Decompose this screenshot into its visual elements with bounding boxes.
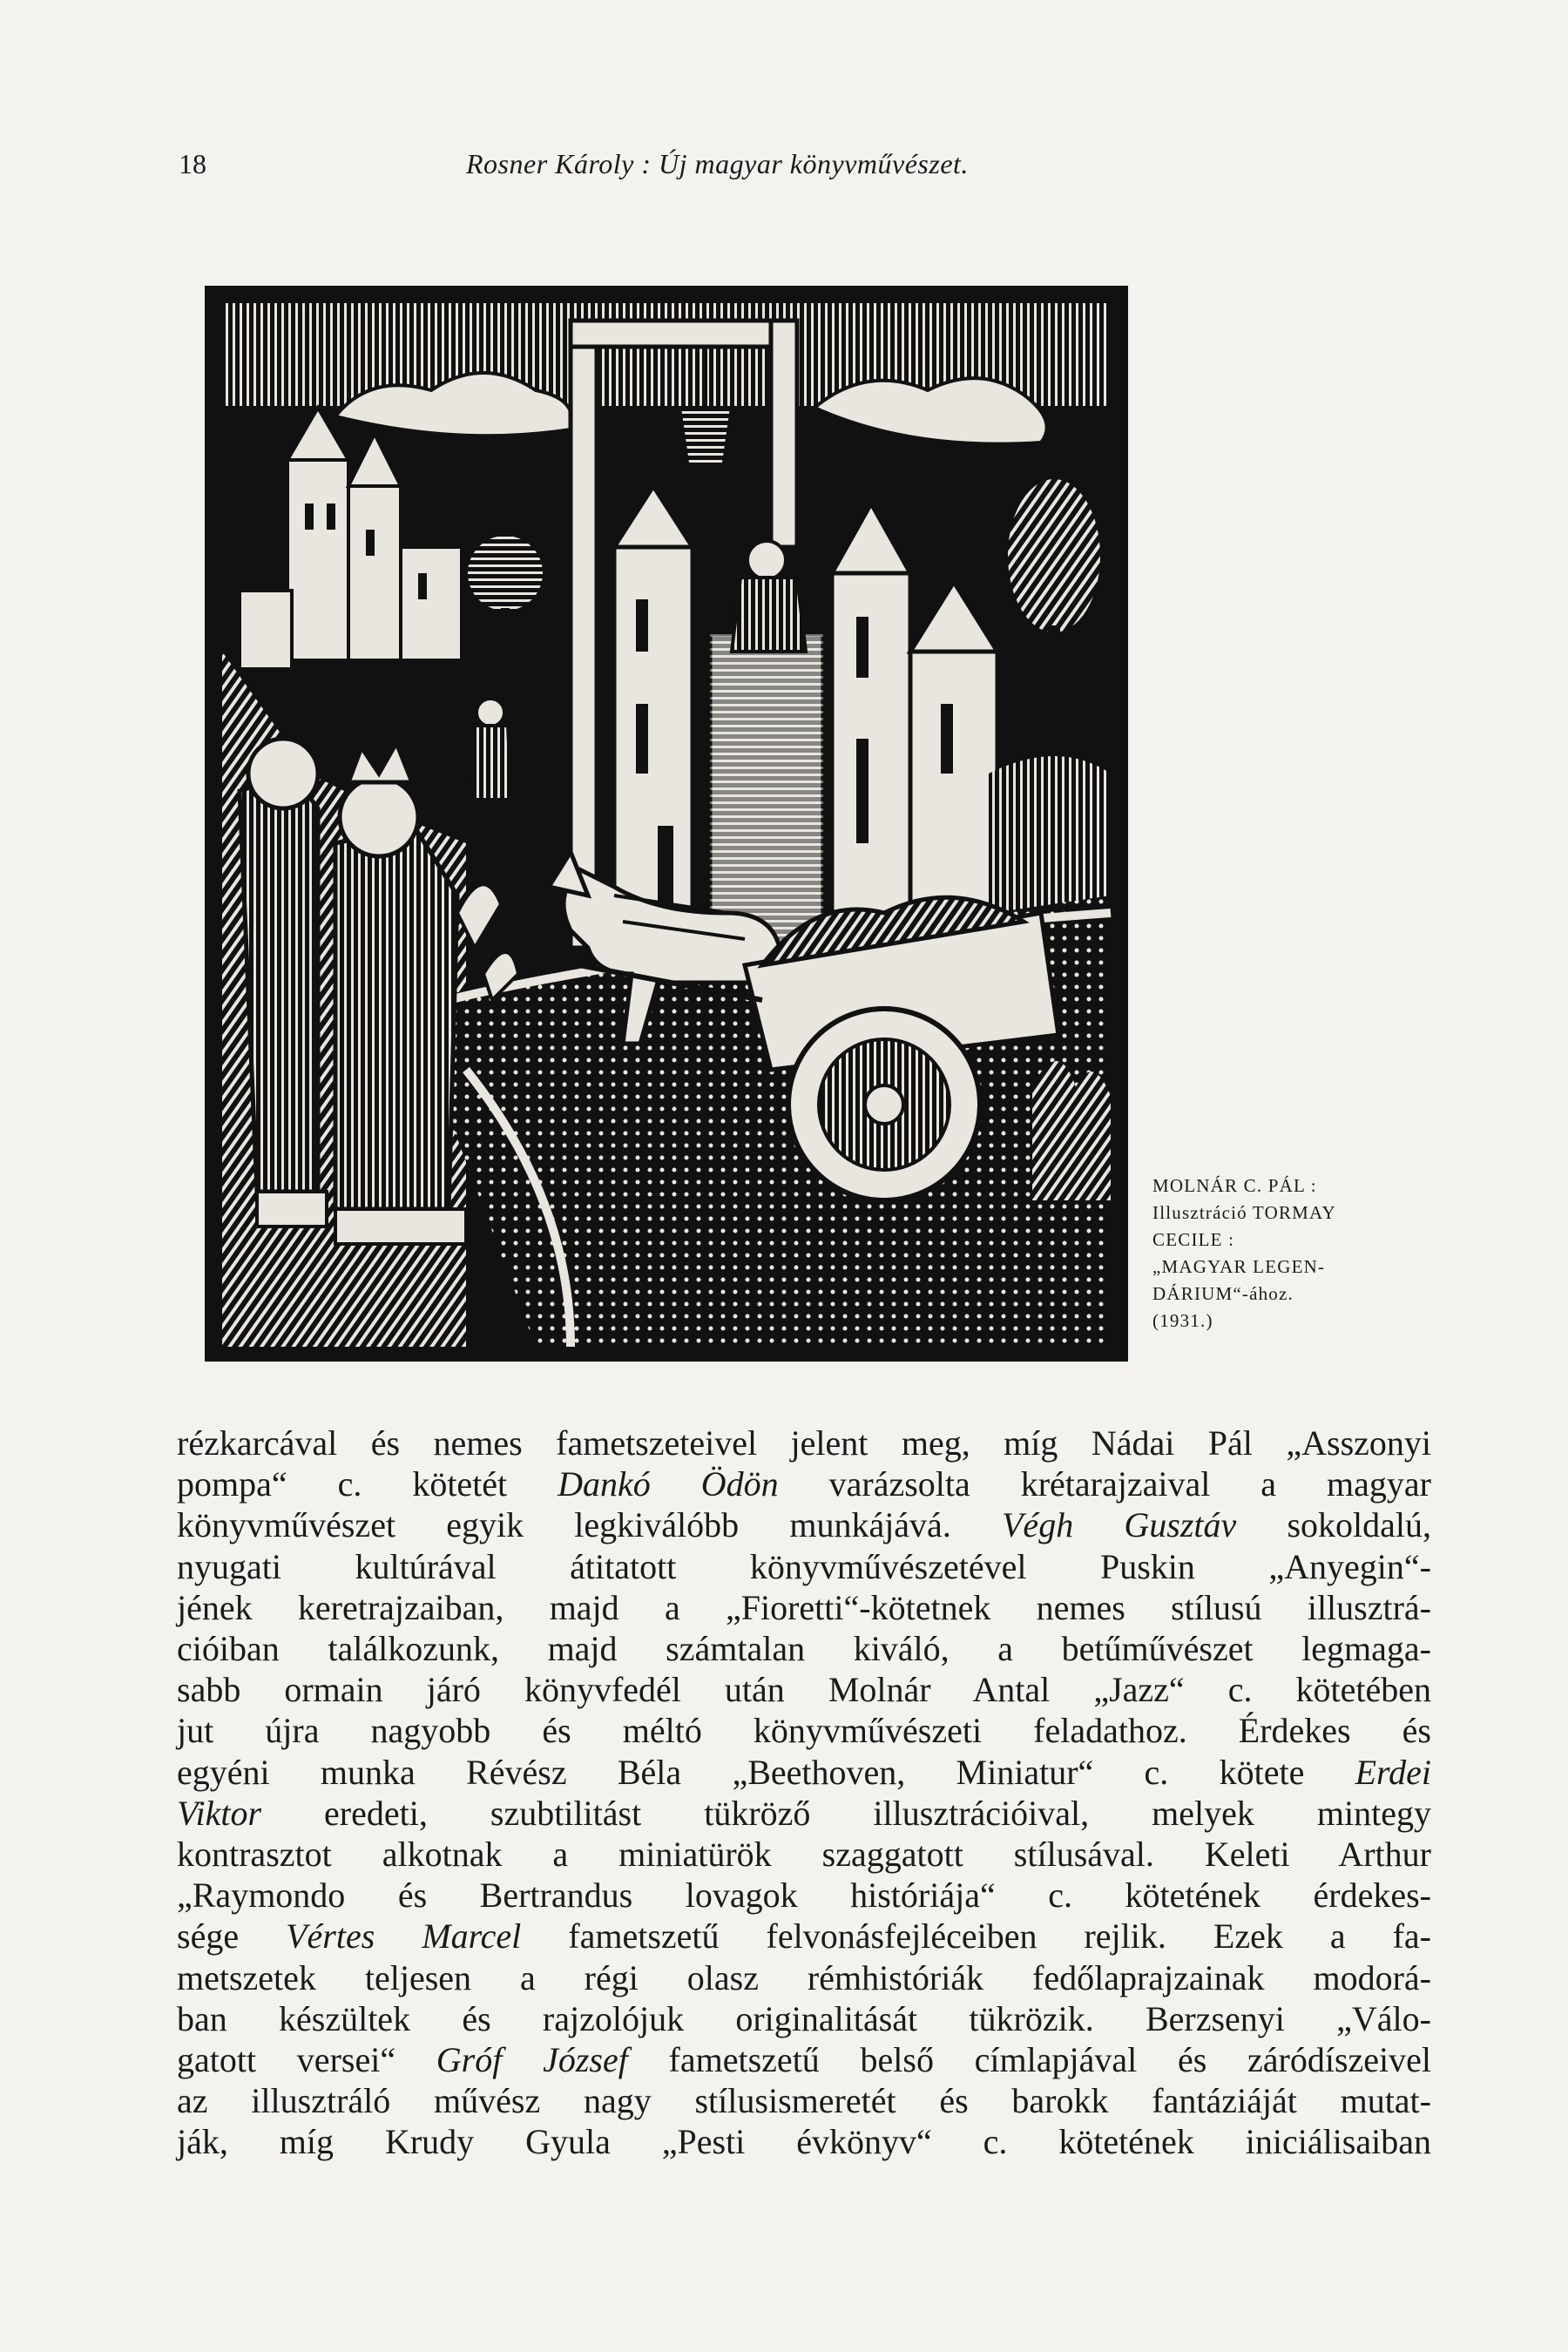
body-line (177, 1463, 1431, 1504)
caption-line: „MAGYAR LEGEN- (1152, 1256, 1326, 1277)
body-line (177, 1628, 1431, 1669)
illustration-caption (1152, 1173, 1449, 1335)
body-line (177, 1916, 1431, 1957)
body-line (177, 1587, 1431, 1628)
body-italic-name: Gróf József (436, 2040, 628, 2080)
body-text-run: sége (177, 1916, 287, 1957)
body-text (177, 1423, 1431, 2163)
body-line (177, 1998, 1431, 2039)
caption-line: MOLNÁR C. PÁL : (1152, 1175, 1317, 1196)
body-text-run: gatott versei“ (177, 2040, 436, 2080)
body-text-run: könyvművészet egyik legkiválóbb munkájává. (177, 1505, 1002, 1545)
body-line (177, 1957, 1431, 1998)
caption-line: CECILE : (1152, 1229, 1235, 1250)
body-text-run: sabb ormain járó könyvfedél után Molnár Antal „Jazz“ c. kötetében (177, 1670, 1431, 1710)
body-line (177, 2039, 1431, 2080)
body-text-run: rézkarcával és nemes fametszeteivel jelent meg, míg Nádai Pál „Asszonyi (177, 1423, 1431, 1463)
body-text-run: eredeti, szubtilitást tükröző illusztrációival, melyek mintegy (261, 1793, 1431, 1833)
body-line (177, 1546, 1431, 1587)
body-line (177, 1504, 1431, 1545)
body-italic-name: Viktor (177, 1793, 262, 1833)
body-italic-name: Erdei (1355, 1752, 1431, 1792)
running-title: Rosner Károly : Új magyar könyvművészet. (466, 148, 969, 179)
body-text-run: jut újra nagyobb és méltó könyvművészeti feladathoz. Érdekes és (177, 1711, 1431, 1751)
body-text-run: sokoldalú, (1236, 1505, 1431, 1545)
woodcut-illustration (205, 286, 1128, 1362)
body-line (177, 1875, 1431, 1916)
body-text-run: pompa“ c. kötetét (177, 1464, 558, 1504)
body-line (177, 1752, 1431, 1793)
caption-line: (1931.) (1152, 1310, 1213, 1331)
caption-line: DÁRIUM“-ához. (1152, 1283, 1294, 1304)
caption-line: Illusztráció TORMAY (1152, 1202, 1336, 1223)
body-text-run: ják, míg Krudy Gyula „Pesti évkönyv“ c. kötetének iniciálisaiban (177, 2122, 1431, 2162)
body-line (177, 1669, 1431, 1710)
body-text-run: fametszetű belső címlapjával és záródíszeivel (627, 2040, 1432, 2080)
page-number: 18 (179, 148, 206, 179)
body-text-run: cióiban találkozunk, majd számtalan kiváló, a betűművészet legmaga- (177, 1629, 1431, 1669)
body-text-run: „Raymondo és Bertrandus lovagok históriája“ c. kötetének érdekes- (177, 1876, 1431, 1916)
body-text-run: az illusztráló művész nagy stílusismeretét és barokk fantáziáját mutat- (177, 2081, 1431, 2121)
body-text-run: fametszetű felvonásfejléceiben rejlik. Ezek a fa- (521, 1916, 1431, 1957)
body-italic-name: Végh Gusztáv (1002, 1505, 1237, 1545)
body-line (177, 2121, 1431, 2162)
woodcut-illustration-icon (205, 286, 1128, 1362)
body-line (177, 1793, 1431, 1834)
body-italic-name: Vértes Marcel (286, 1916, 522, 1957)
body-line (177, 1710, 1431, 1751)
body-text-run: jének keretrajzaiban, majd a „Fioretti“-kötetnek nemes stílusú illusztrá- (177, 1587, 1431, 1627)
body-line (177, 2080, 1431, 2121)
body-italic-name: Dankó Ödön (558, 1464, 779, 1504)
body-text-run: kontrasztot alkotnak a miniatürök szaggatott stílusával. Keleti Arthur (177, 1835, 1431, 1875)
body-text-run: ban készültek és rajzolójuk originalitását tükrözik. Berzsenyi „Válo- (177, 1998, 1431, 2038)
body-text-run: metszetek teljesen a régi olasz rémhistóriák fedőlaprajzainak modorá- (177, 1957, 1431, 1997)
body-text-run: egyéni munka Révész Béla „Beethoven, Miniatur“ c. kötete (177, 1752, 1355, 1792)
body-line (177, 1834, 1431, 1875)
body-text-run: nyugati kultúrával átitatott könyvművészetével Puskin „Anyegin“- (177, 1546, 1431, 1586)
body-text-run: varázsolta krétarajzaival a magyar (778, 1464, 1431, 1504)
body-line (177, 1423, 1431, 1463)
